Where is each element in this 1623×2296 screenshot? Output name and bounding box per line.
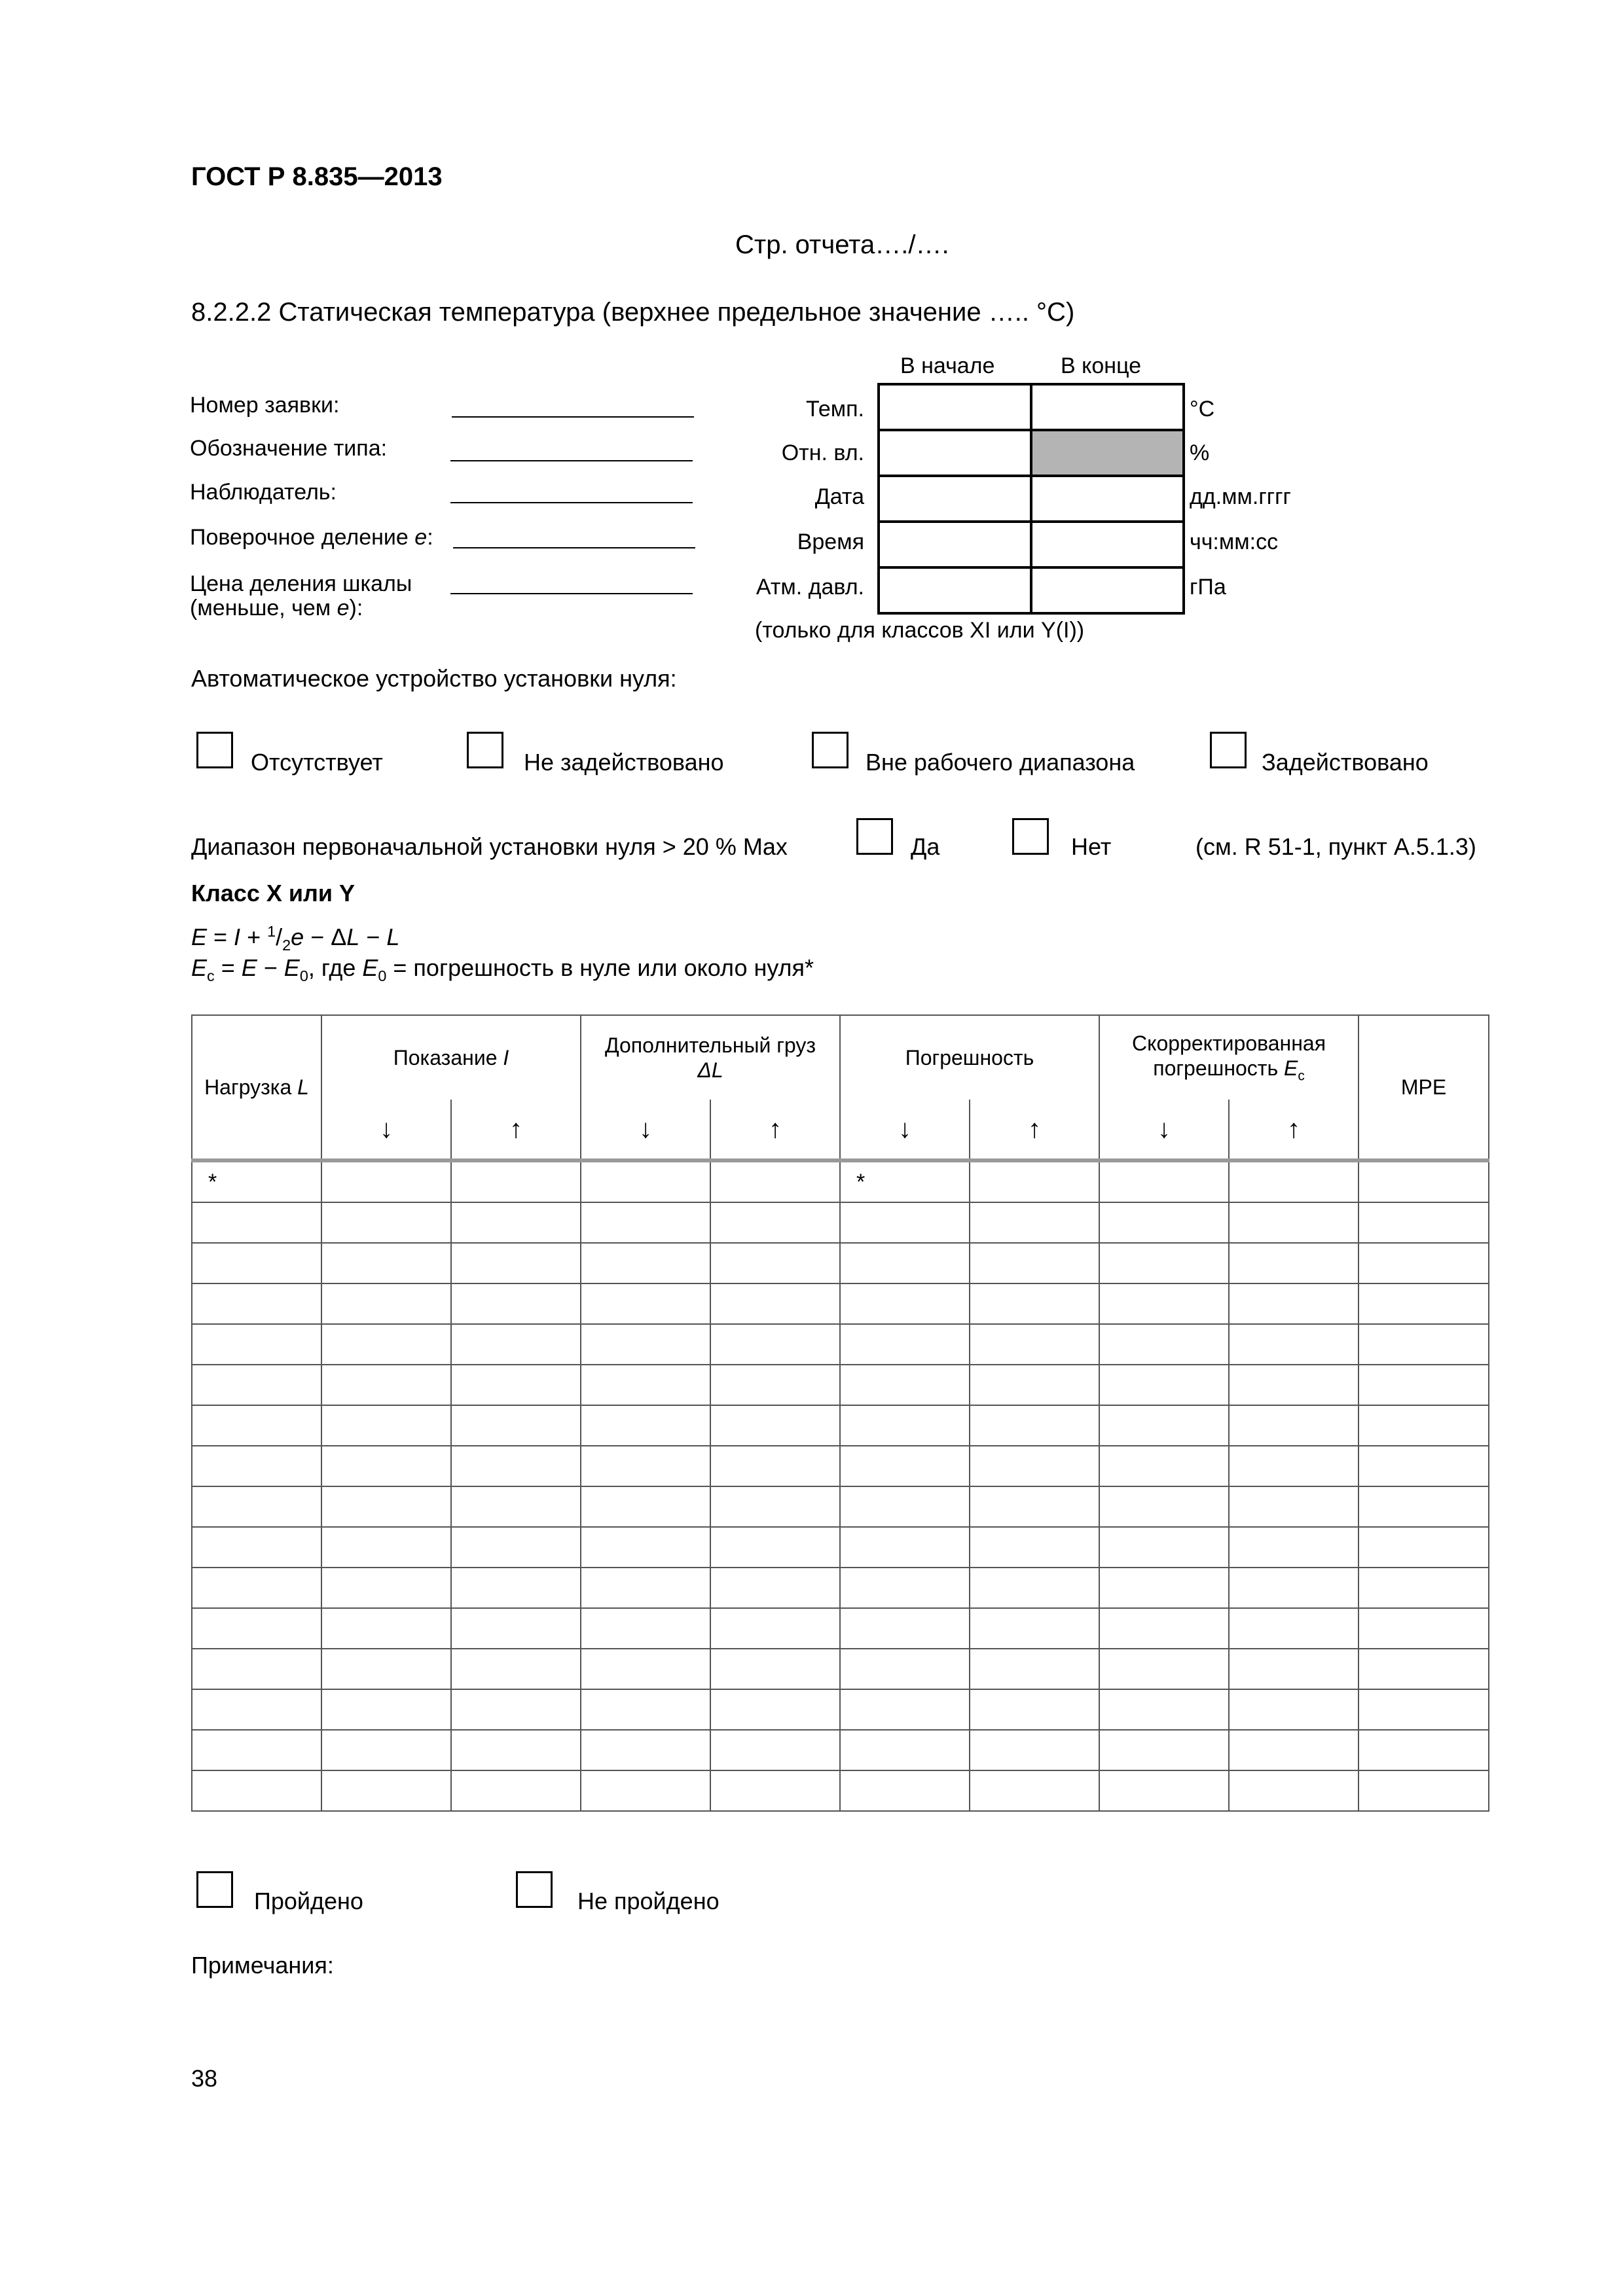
- table-cell[interactable]: [321, 1324, 451, 1365]
- scale-interval-var: e: [337, 596, 350, 620]
- table-cell[interactable]: [451, 1160, 581, 1202]
- table-cell[interactable]: [710, 1365, 840, 1405]
- cond-temp-unit: °C: [1190, 397, 1215, 422]
- table-cell[interactable]: [1359, 1527, 1489, 1568]
- cond-date-unit: дд.мм.гггг: [1190, 484, 1291, 509]
- table-cell[interactable]: [321, 1283, 451, 1324]
- table-cell[interactable]: [1359, 1324, 1489, 1365]
- cond-time-label: Время: [797, 529, 864, 554]
- table-row: [192, 1446, 1489, 1486]
- table-cell[interactable]: [1359, 1486, 1489, 1527]
- table-cell[interactable]: [970, 1405, 1099, 1446]
- cond-cell[interactable]: [1031, 567, 1184, 613]
- table-cell[interactable]: [1359, 1243, 1489, 1283]
- table-cell[interactable]: [1099, 1486, 1229, 1527]
- table-cell[interactable]: [1359, 1160, 1489, 1202]
- table-cell[interactable]: [1099, 1649, 1229, 1689]
- table-cell[interactable]: [192, 1365, 321, 1405]
- table-row: [192, 1730, 1489, 1770]
- verification-interval-text: Поверочное деление: [190, 525, 415, 550]
- col-mpe-header: MPE: [1359, 1015, 1489, 1160]
- table-cell[interactable]: [1359, 1730, 1489, 1770]
- checkbox-out-of-range[interactable]: [812, 732, 848, 768]
- table-cell[interactable]: [970, 1283, 1099, 1324]
- table-cell[interactable]: [581, 1486, 710, 1527]
- type-designation-label: Обозначение типа:: [190, 436, 388, 461]
- table-cell[interactable]: [710, 1770, 840, 1811]
- table-cell[interactable]: [321, 1527, 451, 1568]
- col-extra-load-header: [581, 1015, 840, 1100]
- table-cell[interactable]: [451, 1527, 581, 1568]
- table-cell[interactable]: [970, 1486, 1099, 1527]
- table-cell[interactable]: [581, 1446, 710, 1486]
- formula-error: $E = I + ^1/_2e - \Delta L - L$: [191, 923, 400, 954]
- checkbox-not-used[interactable]: [467, 732, 503, 768]
- checkbox-failed[interactable]: [516, 1871, 553, 1908]
- table-cell[interactable]: [970, 1730, 1099, 1770]
- table-cell[interactable]: [192, 1770, 321, 1811]
- col-extra-line1: Дополнительный груз: [604, 1033, 816, 1057]
- table-cell[interactable]: [451, 1202, 581, 1243]
- arrow-up: ↑: [451, 1100, 581, 1160]
- table-cell[interactable]: [1099, 1405, 1229, 1446]
- table-cell[interactable]: [581, 1527, 710, 1568]
- table-cell[interactable]: [710, 1527, 840, 1568]
- table-cell[interactable]: [970, 1365, 1099, 1405]
- checkbox-absent[interactable]: [196, 732, 233, 768]
- col-corrected-line2: погрешность: [1153, 1056, 1284, 1081]
- table-cell[interactable]: [970, 1568, 1099, 1608]
- type-designation-field[interactable]: [450, 460, 693, 461]
- table-cell[interactable]: [581, 1568, 710, 1608]
- table-header-row: [192, 1015, 1489, 1100]
- table-cell[interactable]: [1359, 1365, 1489, 1405]
- table-cell[interactable]: [192, 1527, 321, 1568]
- table-row: [192, 1486, 1489, 1527]
- table-row: [192, 1243, 1489, 1283]
- table-cell[interactable]: [710, 1730, 840, 1770]
- col-reading-text: Показание: [393, 1045, 503, 1069]
- table-cell[interactable]: [710, 1649, 840, 1689]
- table-cell[interactable]: [192, 1243, 321, 1283]
- document-code: ГОСТ Р 8.835—2013: [191, 162, 443, 191]
- cond-cell[interactable]: [1031, 522, 1184, 567]
- table-cell[interactable]: [1229, 1202, 1359, 1243]
- table-cell[interactable]: [321, 1405, 451, 1446]
- table-cell[interactable]: [451, 1486, 581, 1527]
- table-cell[interactable]: [581, 1730, 710, 1770]
- conditions-note: (только для классов XI или Y(I)): [755, 618, 1085, 643]
- table-cell[interactable]: [581, 1283, 710, 1324]
- arrow-up: ↑: [970, 1100, 1099, 1160]
- cond-cell-disabled: [1031, 430, 1184, 476]
- table-cell[interactable]: [321, 1689, 451, 1730]
- table-cell[interactable]: [192, 1486, 321, 1527]
- table-row: [192, 1527, 1489, 1568]
- failed-label: Не пройдено: [577, 1888, 720, 1914]
- conditions-end-header: В конце: [1061, 353, 1142, 378]
- table-cell[interactable]: [451, 1649, 581, 1689]
- table-cell[interactable]: [840, 1770, 970, 1811]
- table-row: [192, 1160, 1489, 1202]
- table-cell[interactable]: [192, 1649, 321, 1689]
- col-reading-header: [321, 1015, 581, 1100]
- table-cell[interactable]: [581, 1608, 710, 1649]
- table-cell[interactable]: [321, 1202, 451, 1243]
- zero-range-label: Диапазон первоначальной установки нуля > 20 % Max: [191, 833, 788, 860]
- table-row: [192, 1202, 1489, 1243]
- table-cell[interactable]: [1359, 1689, 1489, 1730]
- cond-row-time: [879, 522, 1184, 567]
- table-cell[interactable]: [840, 1405, 970, 1446]
- table-cell[interactable]: [1099, 1770, 1229, 1811]
- table-cell[interactable]: [840, 1365, 970, 1405]
- table-cell[interactable]: [581, 1405, 710, 1446]
- table-row: [192, 1568, 1489, 1608]
- option-not-used-label: Не задействовано: [524, 749, 724, 776]
- table-cell[interactable]: [451, 1365, 581, 1405]
- cond-cell[interactable]: [1031, 384, 1184, 430]
- checkbox-no[interactable]: [1012, 818, 1049, 855]
- table-cell[interactable]: [840, 1608, 970, 1649]
- table-cell[interactable]: [451, 1730, 581, 1770]
- cond-row-date: [879, 476, 1184, 522]
- table-cell[interactable]: [321, 1243, 451, 1283]
- table-cell[interactable]: [840, 1283, 970, 1324]
- col-error-header: Погрешность: [840, 1015, 1099, 1100]
- table-body: [192, 1160, 1489, 1811]
- arrow-up: ↑: [710, 1100, 840, 1160]
- table-cell[interactable]: [970, 1689, 1099, 1730]
- table-cell[interactable]: [321, 1365, 451, 1405]
- scale-interval-close: ):: [349, 596, 363, 620]
- table-row: [192, 1365, 1489, 1405]
- table-cell[interactable]: [970, 1527, 1099, 1568]
- table-cell[interactable]: [1099, 1568, 1229, 1608]
- table-cell[interactable]: [1229, 1689, 1359, 1730]
- col-reading-var: I: [503, 1045, 509, 1069]
- col-load-header: [192, 1015, 321, 1160]
- table-cell[interactable]: [451, 1283, 581, 1324]
- table-cell[interactable]: [451, 1324, 581, 1365]
- scale-interval-label-line2: [190, 596, 363, 621]
- table-cell[interactable]: [451, 1770, 581, 1811]
- table-cell[interactable]: [1359, 1446, 1489, 1486]
- zero-range-yes-label: Да: [911, 833, 940, 860]
- table-cell[interactable]: [581, 1324, 710, 1365]
- notes-label: Примечания:: [191, 1952, 334, 1979]
- cond-row-humidity: [879, 430, 1184, 476]
- scale-interval-field[interactable]: [450, 593, 693, 594]
- conditions-start-header: В начале: [900, 353, 995, 378]
- table-cell[interactable]: [1229, 1446, 1359, 1486]
- formula-corrected-error: $E_c = E - E_0$, где $E_0$ = погрешность в нуле или около нуля*: [191, 954, 814, 985]
- measurements-table: [191, 1014, 1489, 1812]
- table-cell[interactable]: [451, 1568, 581, 1608]
- arrow-down: ↓: [321, 1100, 451, 1160]
- table-cell[interactable]: [1099, 1160, 1229, 1202]
- scale-interval-text: (меньше, чем: [190, 596, 337, 620]
- col-load-text: Нагрузка: [204, 1075, 298, 1099]
- zero-range-no-label: Нет: [1071, 833, 1112, 860]
- cond-cell[interactable]: [879, 430, 1031, 476]
- option-used-label: Задействовано: [1262, 749, 1429, 776]
- cond-cell[interactable]: [879, 384, 1031, 430]
- table-row: [192, 1405, 1489, 1446]
- checkbox-passed[interactable]: [196, 1871, 233, 1908]
- table-cell-error[interactable]: *: [840, 1160, 970, 1202]
- observer-field[interactable]: [450, 502, 693, 503]
- arrow-down: ↓: [581, 1100, 710, 1160]
- table-cell[interactable]: [1229, 1770, 1359, 1811]
- cond-cell[interactable]: [1031, 476, 1184, 522]
- table-row: [192, 1770, 1489, 1811]
- table-cell[interactable]: [840, 1243, 970, 1283]
- cond-time-unit: чч:мм:сс: [1190, 529, 1279, 554]
- checkbox-yes[interactable]: [856, 818, 893, 855]
- table-cell[interactable]: [840, 1568, 970, 1608]
- verification-interval-colon: :: [427, 525, 433, 550]
- page-number: 38: [191, 2065, 218, 2092]
- table-cell[interactable]: [1229, 1486, 1359, 1527]
- table-cell[interactable]: [1229, 1324, 1359, 1365]
- observer-label: Наблюдатель:: [190, 480, 337, 505]
- table-cell[interactable]: [321, 1730, 451, 1770]
- table-cell[interactable]: [1229, 1649, 1359, 1689]
- table-cell[interactable]: [192, 1283, 321, 1324]
- formula-explanation: = погрешность в нуле или около нуля*: [386, 954, 814, 981]
- verification-interval-field[interactable]: [453, 547, 695, 548]
- table-cell[interactable]: [970, 1202, 1099, 1243]
- table-row: [192, 1689, 1489, 1730]
- table-cell[interactable]: [581, 1243, 710, 1283]
- table-cell[interactable]: [1359, 1405, 1489, 1446]
- table-cell[interactable]: [192, 1446, 321, 1486]
- table-cell[interactable]: [192, 1689, 321, 1730]
- table-cell[interactable]: [1229, 1608, 1359, 1649]
- table-cell[interactable]: [1099, 1689, 1229, 1730]
- table-cell[interactable]: [321, 1649, 451, 1689]
- table-cell[interactable]: [451, 1689, 581, 1730]
- zero-range-reference: (см. R 51-1, пункт А.5.1.3): [1195, 833, 1476, 860]
- table-cell[interactable]: [321, 1446, 451, 1486]
- passed-label: Пройдено: [254, 1888, 363, 1914]
- arrow-down: ↓: [840, 1100, 970, 1160]
- table-cell[interactable]: [321, 1486, 451, 1527]
- table-cell[interactable]: [192, 1405, 321, 1446]
- cond-cell[interactable]: [879, 476, 1031, 522]
- table-cell[interactable]: [581, 1770, 710, 1811]
- table-cell[interactable]: [581, 1689, 710, 1730]
- arrow-down: ↓: [1099, 1100, 1229, 1160]
- table-cell[interactable]: [192, 1730, 321, 1770]
- cond-humidity-unit: %: [1190, 440, 1210, 465]
- table-cell[interactable]: [581, 1365, 710, 1405]
- checkbox-used[interactable]: [1210, 732, 1247, 768]
- cond-cell[interactable]: [879, 567, 1031, 613]
- table-cell[interactable]: [1099, 1730, 1229, 1770]
- table-cell[interactable]: [710, 1568, 840, 1608]
- table-cell-load[interactable]: *: [192, 1160, 321, 1202]
- table-cell[interactable]: [321, 1160, 451, 1202]
- col-load-var: L: [297, 1075, 309, 1099]
- scale-interval-label: Цена деления шкалы: [190, 571, 412, 596]
- table-cell[interactable]: [1229, 1405, 1359, 1446]
- table-cell[interactable]: [840, 1649, 970, 1689]
- col-extra-line2: ΔL: [697, 1058, 723, 1082]
- table-cell[interactable]: [1099, 1365, 1229, 1405]
- col-corrected-header: Скорректированная погрешность $E_c$: [1099, 1015, 1359, 1100]
- table-cell[interactable]: [192, 1202, 321, 1243]
- table-cell[interactable]: [1359, 1568, 1489, 1608]
- table-cell[interactable]: [581, 1160, 710, 1202]
- table-cell[interactable]: [710, 1608, 840, 1649]
- table-cell[interactable]: [970, 1770, 1099, 1811]
- report-page-counter: Стр. отчета…./….: [735, 230, 949, 259]
- table-cell[interactable]: [710, 1689, 840, 1730]
- cond-humidity-label: Отн. вл.: [781, 440, 864, 465]
- table-cell[interactable]: [710, 1446, 840, 1486]
- table-cell[interactable]: [840, 1527, 970, 1568]
- cond-date-label: Дата: [814, 484, 864, 509]
- formula-where: , где: [308, 954, 363, 981]
- table-cell[interactable]: [1359, 1283, 1489, 1324]
- table-cell[interactable]: [321, 1608, 451, 1649]
- cond-pressure-unit: гПа: [1190, 575, 1226, 600]
- table-arrow-row: [192, 1100, 1489, 1160]
- table-cell[interactable]: [710, 1160, 840, 1202]
- table-row: [192, 1649, 1489, 1689]
- table-cell[interactable]: [710, 1324, 840, 1365]
- table-cell[interactable]: [1099, 1283, 1229, 1324]
- table-cell[interactable]: [321, 1568, 451, 1608]
- application-number-label: Номер заявки:: [190, 393, 340, 418]
- table-cell[interactable]: [710, 1486, 840, 1527]
- table-row: [192, 1283, 1489, 1324]
- table-cell[interactable]: [710, 1202, 840, 1243]
- table-cell[interactable]: [970, 1160, 1099, 1202]
- verification-interval-label: [190, 525, 433, 550]
- table-cell[interactable]: [840, 1446, 970, 1486]
- table-cell[interactable]: [840, 1202, 970, 1243]
- table-cell[interactable]: [710, 1283, 840, 1324]
- table-cell[interactable]: [1359, 1608, 1489, 1649]
- table-cell[interactable]: [581, 1202, 710, 1243]
- option-out-of-range-label: Вне рабочего диапазона: [866, 749, 1135, 776]
- table-cell[interactable]: [1099, 1202, 1229, 1243]
- table-cell[interactable]: [840, 1324, 970, 1365]
- cond-row-temp: [879, 384, 1184, 430]
- cond-cell[interactable]: [879, 522, 1031, 567]
- table-cell[interactable]: [970, 1608, 1099, 1649]
- table-cell[interactable]: [1229, 1730, 1359, 1770]
- col-corrected-line1: Скорректированная: [1131, 1031, 1326, 1055]
- table-cell[interactable]: [840, 1689, 970, 1730]
- table-row: [192, 1608, 1489, 1649]
- table-cell[interactable]: [192, 1608, 321, 1649]
- table-cell[interactable]: [1229, 1568, 1359, 1608]
- table-cell[interactable]: [451, 1446, 581, 1486]
- table-cell[interactable]: [451, 1405, 581, 1446]
- table-cell[interactable]: [321, 1770, 451, 1811]
- table-cell[interactable]: [710, 1405, 840, 1446]
- cond-temp-label: Темп.: [805, 397, 864, 422]
- table-cell[interactable]: [970, 1649, 1099, 1689]
- option-absent-label: Отсутствует: [251, 749, 383, 776]
- zero-device-title: Автоматическое устройство установки нуля:: [191, 665, 677, 692]
- table-cell[interactable]: [970, 1446, 1099, 1486]
- table-cell[interactable]: [1229, 1243, 1359, 1283]
- table-cell[interactable]: [840, 1730, 970, 1770]
- table-cell[interactable]: [1099, 1527, 1229, 1568]
- table-cell[interactable]: [840, 1486, 970, 1527]
- verification-interval-var: e: [414, 525, 428, 550]
- cond-row-pressure: [879, 567, 1184, 613]
- cond-pressure-label: Атм. давл.: [756, 575, 864, 600]
- arrow-up: ↑: [1229, 1100, 1359, 1160]
- table-cell[interactable]: [1229, 1160, 1359, 1202]
- conditions-table: [877, 383, 1185, 615]
- table-cell[interactable]: [1099, 1243, 1229, 1283]
- table-cell[interactable]: [710, 1243, 840, 1283]
- table-row: [192, 1324, 1489, 1365]
- table-cell[interactable]: [1099, 1324, 1229, 1365]
- section-title: 8.2.2.2 Статическая температура (верхнее предельное значение ….. °C): [191, 298, 1075, 327]
- application-number-field[interactable]: [452, 416, 694, 418]
- table-cell[interactable]: [1359, 1649, 1489, 1689]
- table-cell[interactable]: [451, 1608, 581, 1649]
- class-title: Класс X или Y: [191, 880, 356, 906]
- table-cell[interactable]: [192, 1568, 321, 1608]
- table-cell[interactable]: [1099, 1446, 1229, 1486]
- table-cell[interactable]: [970, 1243, 1099, 1283]
- table-cell[interactable]: [1229, 1527, 1359, 1568]
- table-cell[interactable]: [1099, 1608, 1229, 1649]
- table-cell[interactable]: [1229, 1283, 1359, 1324]
- table-cell[interactable]: [1359, 1202, 1489, 1243]
- table-cell[interactable]: [1359, 1770, 1489, 1811]
- table-cell[interactable]: [970, 1324, 1099, 1365]
- table-cell[interactable]: [1229, 1365, 1359, 1405]
- table-cell[interactable]: [192, 1324, 321, 1365]
- table-cell[interactable]: [581, 1649, 710, 1689]
- table-cell[interactable]: [451, 1243, 581, 1283]
